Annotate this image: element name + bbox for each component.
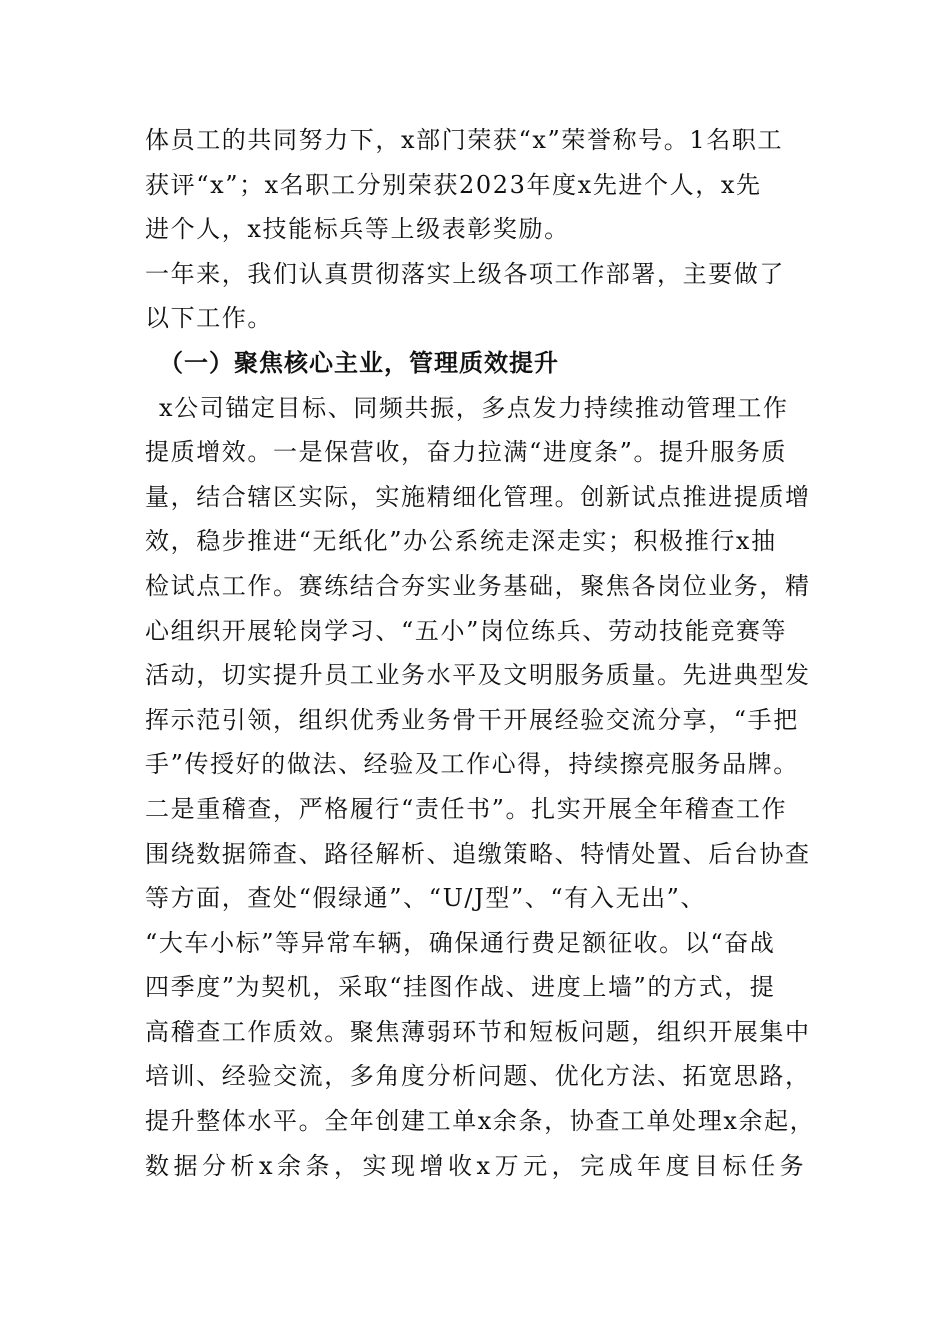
- document-body: [145, 118, 815, 1188]
- text-line: 体员工的共同努力下，x部门荣获“x”荣誉称号。1名职工: [145, 126, 784, 154]
- text-line: 进个人，x技能标兵等上级表彰奖励。: [145, 215, 570, 244]
- text-line: 四季度”为契机，采取“挂图作战、进度上墙”的方式，提: [145, 973, 776, 1002]
- text-line: 一年来，我们认真贯彻落实上级各项工作部署，主要做了: [145, 259, 785, 288]
- text-line: 二是重稽查，严格履行“责任书”。扎实开展全年稽查工作: [145, 794, 788, 823]
- text-line: x公司锚定目标、同频共振，多点发力持续推动管理工作: [159, 393, 789, 422]
- text-line: “大车小标”等异常车辆，确保通行费足额征收。以“奋战: [145, 928, 776, 957]
- text-line: 围绕数据筛查、路径解析、追缴策略、特情处置、后台协查: [145, 839, 811, 868]
- text-line: 获评“x”；x名职工分别荣获2023年度x先进个人，x先: [145, 170, 762, 199]
- text-line: 检试点工作。赛练结合夯实业务基础，聚焦各岗位业务，精: [145, 571, 811, 600]
- text-line: 挥示范引领，组织优秀业务骨干开展经验交流分享，“手把: [145, 705, 799, 734]
- text-line: 以下工作。: [145, 304, 273, 333]
- text-line: 等方面，查处“假绿通”、“U/J型”、“有入无出”、: [145, 884, 707, 913]
- text-line: 效，稳步推进“无纸化”办公系统走深走实；积极推行x抽: [145, 527, 777, 556]
- text-line: 活动，切实提升员工业务水平及文明服务质量。先进典型发: [145, 661, 811, 690]
- text-line: 提质增效。一是保营收，奋力拉满“进度条”。提升服务质: [145, 438, 788, 467]
- text-line: 量，结合辖区实际，实施精细化管理。创新试点推进提质增: [145, 482, 811, 511]
- section-heading: （一）聚焦核心主业，管理质效提升: [159, 348, 559, 377]
- text-line: 手”传授好的做法、经验及工作心得，持续擦亮服务品牌。: [145, 750, 799, 779]
- text-line: 培训、经验交流，多角度分析问题、优化方法、拓宽思路，: [145, 1062, 811, 1091]
- text-line: 高稽查工作质效。聚焦薄弱环节和短板问题，组织开展集中: [145, 1017, 811, 1046]
- text-line: 数据分析x余条，实现增收x万元，完成年度目标任务: [145, 1151, 809, 1180]
- text-line: 心组织开展轮岗学习、“五小”岗位练兵、劳动技能竞赛等: [145, 616, 788, 645]
- text-line: 提升整体水平。全年创建工单x余条，协查工单处理x余起，: [145, 1107, 816, 1136]
